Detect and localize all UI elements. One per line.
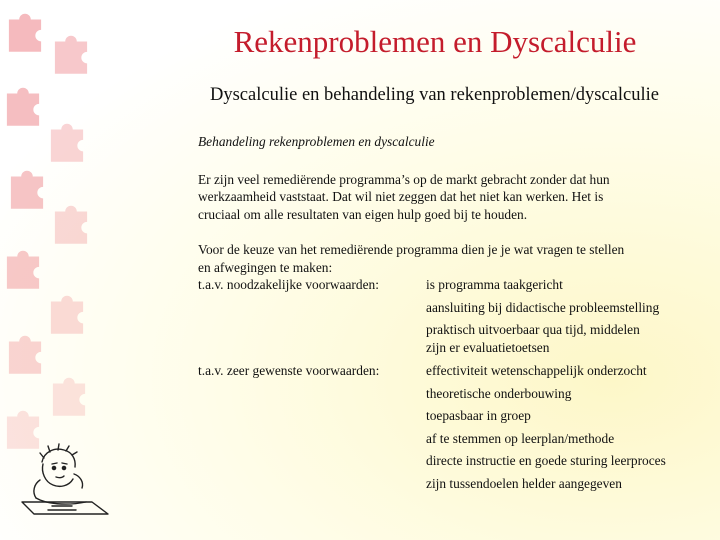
list-item: zijn er evaluatietoetsen (426, 339, 550, 355)
desired-conditions (198, 362, 720, 492)
selection-paragraph (198, 241, 720, 276)
paragraph-line: cruciaal om alle resultaten van eigen hulp goed bij te houden. (198, 206, 528, 222)
puzzle-piece-icon (0, 245, 46, 291)
list-item: aansluiting bij didactische probleemstelling (426, 299, 660, 315)
desired-label: t.a.v. zeer gewenste voorwaarden: (198, 363, 380, 378)
puzzle-piece-icon (48, 200, 94, 246)
required-label: t.a.v. noodzakelijke voorwaarden: (198, 277, 379, 292)
paragraph-line: en afwegingen te maken: (198, 259, 333, 275)
list-item: is programma taakgericht (426, 277, 563, 292)
list-item: theoretische onderbouwing (426, 385, 572, 401)
list-item: af te stemmen op leerplan/methode (426, 430, 615, 446)
list-item: zijn tussendoelen helder aangegeven (426, 475, 622, 491)
list-item: effectiviteit wetenschappelijk onderzocht (426, 363, 647, 378)
list-item: praktisch uitvoerbaar qua tijd, middelen (426, 322, 640, 337)
list-item: toepasbaar in groep (426, 408, 531, 423)
slide-title: Rekenproblemen en Dyscalculie (233, 24, 637, 59)
paragraph-line: Voor de keuze van het remediërende programma dien je je wat vragen te stellen (198, 242, 625, 257)
thinking-student-illustration (12, 440, 122, 520)
puzzle-piece-icon (46, 372, 92, 418)
slide-body (198, 133, 720, 492)
list-item: directe instructie en goede sturing leerproces (426, 453, 666, 468)
intro-paragraph (198, 171, 720, 224)
slide-subtitle: Dyscalculie en behandeling van rekenproblemen/dyscalculie (210, 85, 659, 105)
puzzle-piece-icon (4, 165, 50, 211)
section-heading: Behandeling rekenproblemen en dyscalculie (198, 134, 435, 149)
paragraph-line: werkzaamheid vaststaat. Dat wil niet zeggen dat het niet kan werken. Het is (198, 189, 604, 204)
puzzle-piece-icon (0, 82, 46, 128)
puzzle-piece-icon (2, 330, 48, 376)
puzzle-piece-icon (44, 118, 90, 164)
required-conditions (198, 276, 720, 356)
paragraph-line: Er zijn veel remediërende programma’s op de markt gebracht zonder dat hun (198, 171, 610, 187)
puzzle-piece-icon (44, 290, 90, 336)
